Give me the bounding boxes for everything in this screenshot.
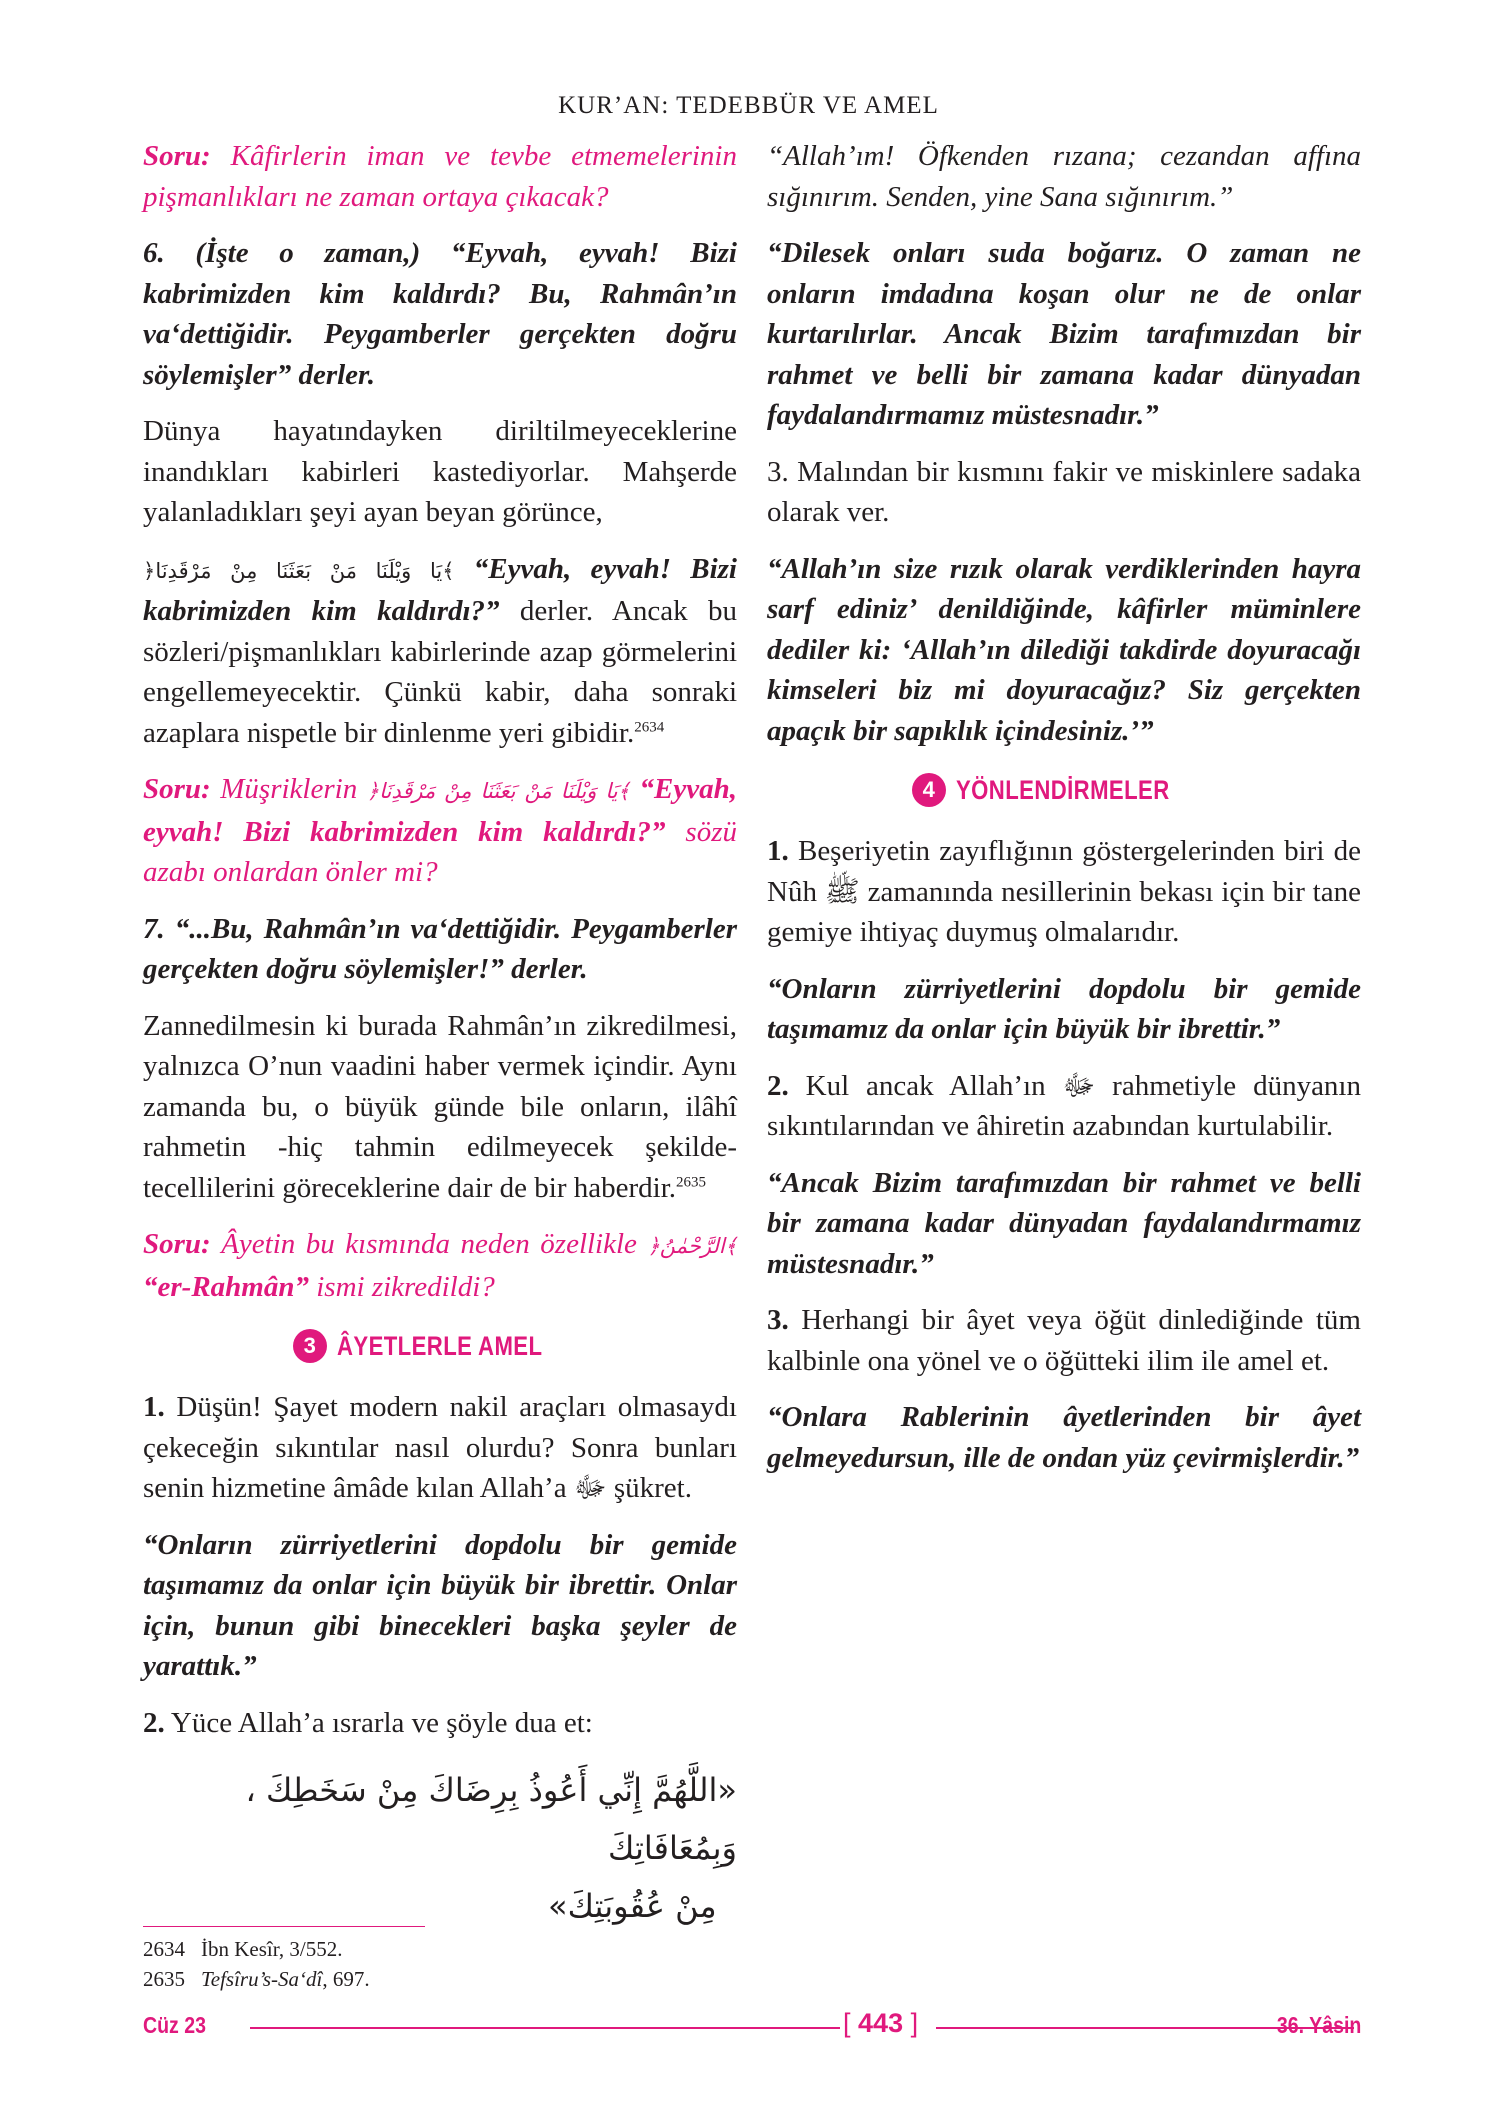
juz-label: Cüz 23 <box>143 2012 207 2038</box>
yonlendirme-1 <box>767 831 1361 953</box>
verse-translation: “Eyvah, eyvah! Bizi kabrimizden kim kaldırdı?” <box>143 552 737 627</box>
question-label: Soru: <box>143 1228 211 1260</box>
footnote-ref[interactable]: 2634 <box>634 718 665 735</box>
yonlendirme-3-quote: “Onlara Rablerinin âyetlerinden bir âyet gelmeyedursun, ille de ondan yüz çevirmişlerdir.” <box>767 1401 1361 1474</box>
running-header: KUR’AN: TEDEBBÜR VE AMEL <box>558 92 939 119</box>
section-number-badge: 4 <box>912 773 946 807</box>
amel-3: 3. Malından bir kısmını fakir ve miskinlere sadaka olarak ver. <box>767 455 1361 528</box>
question-2 <box>143 769 737 893</box>
footer-rule-left <box>250 2027 840 2029</box>
left-column <box>143 136 737 1935</box>
item-number: 2. <box>143 1706 165 1739</box>
yonlendirme-2-quote: “Ancak Bizim tarafımızdan bir rahmet ve belli bir zamana kadar dünyadan faydalandırmamız müstesnadır.” <box>767 1166 1361 1280</box>
footnote-divider <box>143 1926 425 1927</box>
verse-quote: “Allah’ın size rızık olarak verdiklerinden hayra sarf ediniz’ denildiğinde, kâfirler müminlere dediler ki: ‘Allah’ın dilediği takdirde doyuracağı kimseleri biz mi doyuracağız? Siz gerçekten apaçık bir sapıklık içindesiniz.’” <box>767 552 1361 747</box>
footnote-number: 2634 <box>143 1937 185 1961</box>
arabic-verse: ﴿الرَّحْمٰنُ﴾ <box>647 1234 737 1258</box>
item-text: Kul ancak Allah’ın ﷻ rahmetiyle dünyanın sıkıntılarından ve âhiretin azabından kurtulabilir. <box>767 1069 1361 1142</box>
amel-1 <box>143 1387 737 1509</box>
yonlendirme-3 <box>767 1300 1361 1381</box>
paragraph-2 <box>143 549 737 754</box>
section-number-badge: 3 <box>293 1329 327 1363</box>
page-footer <box>143 2008 1361 2044</box>
section-title: ÂYETLERLE AMEL <box>336 1330 543 1361</box>
dua-arabic-line-1: «اللَّهُمَّ إِنِّي أَعُوذُ بِرِضَاكَ مِنْ سَخَطِكَ ، وَبِمُعَافَاتِكَ <box>245 1771 737 1867</box>
footnotes <box>143 1934 370 1994</box>
bracket-close: ] <box>910 2008 919 2038</box>
paragraph-text: derler. Ancak bu sözleri/pişmanlıkları kabirlerinde azap görmelerini engellemeyecektir. Çünkü kabir, daha sonraki azaplara nispetle bir dinlenme yeri gibidir. <box>143 595 737 749</box>
question-text: Kâfirlerin iman ve tevbe etmemelerinin pişmanlıkları ne zaman ortaya çıkacak? <box>143 140 737 213</box>
verse-translation: “Eyvah, eyvah! Bizi kabrimizden kim kaldırdı?” <box>143 773 738 848</box>
footnote-ref[interactable]: 2635 <box>676 1173 707 1190</box>
footnote-source-title: Tefsîru’s-Sa‘dî <box>201 1967 323 1991</box>
dua-translation: “Allah’ım! Öfkenden rızana; cezandan affına sığınırım. Senden, yine Sana sığınırım.” <box>767 140 1361 213</box>
question-text: Müşriklerin <box>210 773 367 805</box>
section-4-heading <box>767 773 1361 807</box>
section-title: YÖNLENDİRMELER <box>955 774 1170 805</box>
item-text: Düşün! Şayet modern nakil araçları olmasaydı çekeceğin sıkıntılar nasıl olurdu? Sonra bunları senin hizmetine âmâde kılan Allah’a ﷻ şükret. <box>143 1391 737 1504</box>
footnote-number: 2635 <box>143 1967 185 1991</box>
item-text: Beşeriyetin zayıflığının göstergelerinden biri de Nûh ﷺ zamanında nesillerinin bekası için bir tane gemiye ihtiyaç duymuş olmalarıdır. <box>767 835 1361 948</box>
verse-6: 6. (İşte o zaman,) “Eyvah, eyvah! Bizi kabrimizden kim kaldırdı? Bu, Rahmân’ın va‘dettiğidir. Peygamberler gerçekten doğru söylemişler” derler. <box>143 237 737 391</box>
paragraph-text: Zannedilmesin ki burada Rahmân’ın zikredilmesi, yalnızca O’nun vaadini haber vermek içindir. Aynı zamanda bu, o büyük günde bile onların, ilâhî rahmetin -hiç tahmin edilmeyecek şekilde- tecellilerini göreceklerine dair de bir haberdir. <box>143 1009 737 1204</box>
arabic-verse: ﴿يَا وَيْلَنَا مَنْ بَعَثَنَا مِنْ مَرْقَدِنَا﴾ <box>143 558 455 583</box>
section-3-heading <box>143 1329 737 1363</box>
item-text: Yüce Allah’a ısrarla ve şöyle dua et: <box>164 1706 593 1739</box>
question-label: Soru: <box>143 140 211 172</box>
bracket-open: [ <box>843 2008 851 2038</box>
verse-7: 7. “...Bu, Rahmân’ın va‘dettiğidir. Peygamberler gerçekten doğru söylemişler!” derler. <box>143 912 737 985</box>
question-text: ismi zikredildi? <box>308 1270 495 1303</box>
item-number: 2. <box>767 1069 789 1102</box>
question-3 <box>143 1224 737 1307</box>
footnote-text: , 697. <box>322 1967 370 1991</box>
yonlendirme-1-quote: “Onların zürriyetlerini dopdolu bir gemide taşımamız da onlar için büyük bir ibrettir.” <box>767 972 1361 1045</box>
amel-2 <box>143 1703 737 1744</box>
question-text: Âyetin bu kısmında neden özellikle <box>210 1228 648 1260</box>
surah-label: 36. Yâsin <box>1276 2012 1361 2038</box>
verse-translation: “er-Rahmân” <box>143 1270 309 1303</box>
item-number: 3. <box>767 1304 789 1336</box>
paragraph-3 <box>143 1006 737 1209</box>
page-number-value: 443 <box>858 2008 904 2038</box>
amel-1-quote: “Onların zürriyetlerini dopdolu bir gemide taşımamız da onlar için büyük bir ibrettir. Onlar için, bunun gibi binecekleri başka şeyler de yarattık.” <box>143 1528 737 1682</box>
footnote-2635 <box>143 1964 370 1994</box>
arabic-verse: ﴿يَا وَيْلَنَا مَنْ بَعَثَنَا مِنْ مَرْقَدِنَا﴾ <box>366 779 630 803</box>
item-number: 1. <box>143 1391 165 1423</box>
footnote-text: İbn Kesîr, 3/552. <box>201 1937 343 1961</box>
question-text: sözü azabı onlardan önler mi? <box>143 815 737 888</box>
dua-arabic-line-2: مِنْ عُقُوبَتِكَ» <box>548 1887 717 1925</box>
item-number: 1. <box>767 835 789 867</box>
footnote-2634 <box>143 1934 370 1964</box>
right-column <box>767 136 1361 1494</box>
question-label: Soru: <box>143 773 211 805</box>
yonlendirme-2 <box>767 1066 1361 1147</box>
verse-quote: “Dilesek onları suda boğarız. O zaman ne onların imdadına koşan olur ne de onlar kurtarılırlar. Ancak Bizim tarafımızdan bir rahmet ve belli bir zamana kadar dünyadan faydalandırmamız müstesnadır.” <box>767 237 1361 431</box>
page-number <box>843 2008 918 2039</box>
question-1 <box>143 136 737 217</box>
item-text: Herhangi bir âyet veya öğüt dinlediğinde tüm kalbinle ona yönel ve o öğütteki ilim ile amel et. <box>767 1304 1361 1377</box>
paragraph-1: Dünya hayatındayken diriltilmeyeceklerine inandıkları kabirleri kastediyorlar. Mahşerde yalanladıkları şeyi ayan beyan görünce, <box>143 415 737 528</box>
